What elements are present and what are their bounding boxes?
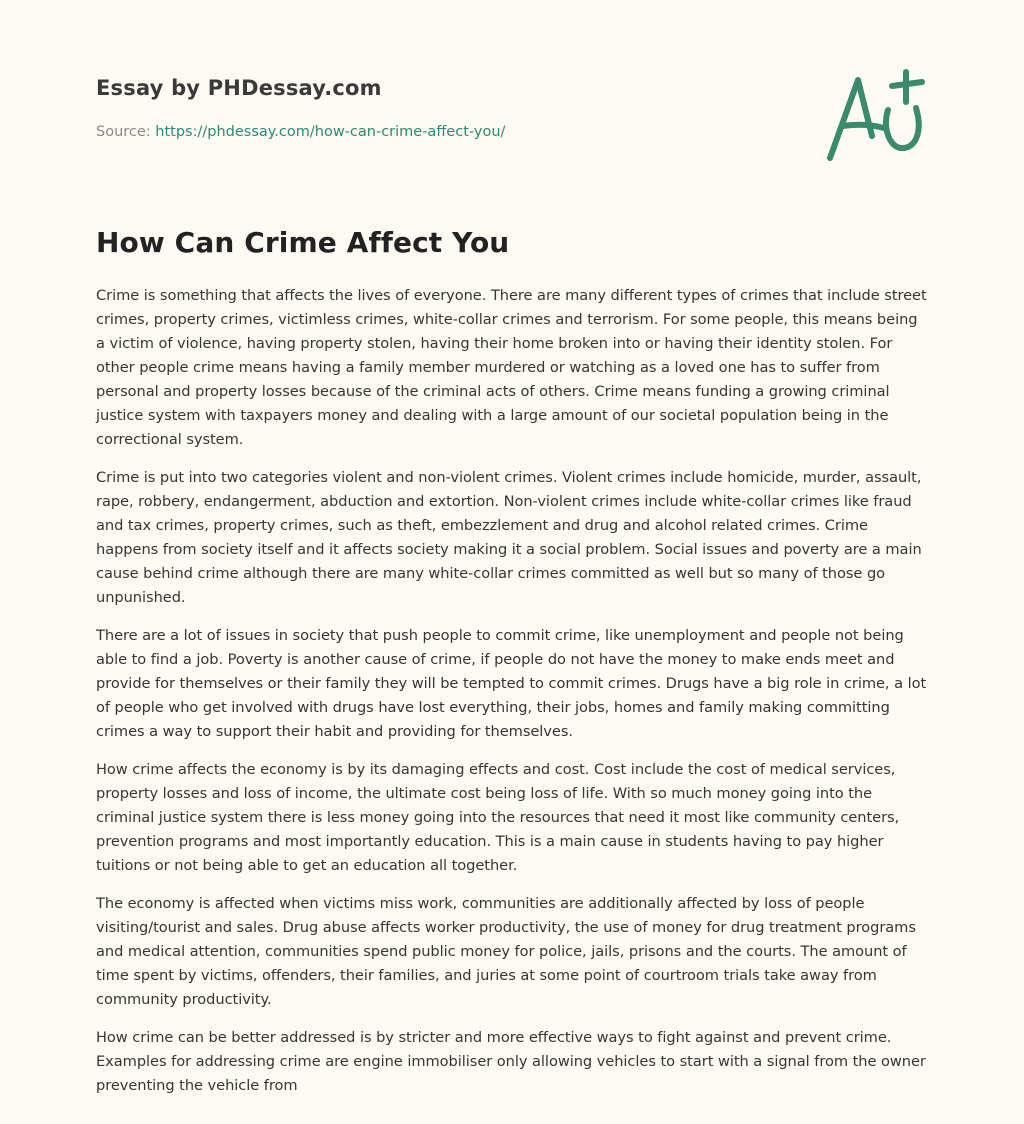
a-plus-logo-icon	[822, 66, 932, 166]
essay-body	[96, 284, 930, 1112]
essay-paragraph: Crime is something that affects the lives of everyone. There are many different types of crimes that include street crimes, property crimes, victimless crimes, white-collar crimes and terrorism. For some people, this means being a victim of violence, having property stolen, having their home broken into or having their identity stolen. For other people crime means having a family member murdered or watching as a loved one has to suffer from personal and property losses because of the criminal acts of others. Crime means funding a growing criminal justice system with taxpayers money and dealing with a large amount of our societal population being in the correctional system.	[96, 287, 927, 448]
essay-paragraph: How crime can be better addressed is by stricter and more effective ways to fight against and prevent crime. Examples for addressing crime are engine immobiliser only allowing vehicles to start with a signal from the owner preventing the vehicle from	[96, 1029, 926, 1094]
essay-paragraph: Crime is put into two categories violent and non-violent crimes. Violent crimes include homicide, murder, assault, rape, robbery, endangerment, abduction and extortion. Non-violent crimes include white-collar crimes like fraud and tax crimes, property crimes, such as theft, embezzlement and drug and alcohol related crimes. Crime happens from society itself and it affects society making it a social problem. Social issues and poverty are a main cause behind crime although there are many white-collar crimes committed as well but so many of those go unpunished.	[96, 469, 922, 606]
source-label: Source:	[96, 124, 151, 140]
essay-paragraph: The economy is affected when victims miss work, communities are additionally affected by loss of people visiting/tourist and sales. Drug abuse affects worker productivity, the use of money for drug treatment programs and medical attention, communities spend public money for police, jails, prisons and the courts. The amount of time spent by victims, offenders, their families, and juries at some point of courtroom trials take away from community productivity.	[96, 895, 916, 1008]
site-brand: Essay by PHDessay.com	[96, 76, 382, 100]
essay-title: How Can Crime Affect You	[96, 226, 510, 259]
source-link[interactable]: https://phdessay.com/how-can-crime-affect-you/	[155, 124, 506, 140]
essay-paragraph: How crime affects the economy is by its damaging effects and cost. Cost include the cost of medical services, property losses and loss of income, the ultimate cost being loss of life. With so much money going into the criminal justice system there is less money going into the resources that need it most like community centers, prevention programs and most importantly education. This is a main cause in students having to pay higher tuitions or not being able to get an education all together.	[96, 761, 900, 874]
essay-paragraph: There are a lot of issues in society that push people to commit crime, like unemployment and people not being able to find a job. Poverty is another cause of crime, if people do not have the money to make ends meet and provide for themselves or their family they will be tempted to commit crimes. Drugs have a big role in crime, a lot of people who get involved with drugs have lost everything, their jobs, homes and family making committing crimes a way to support their habit and providing for themselves.	[96, 627, 927, 740]
source-line	[96, 124, 505, 140]
